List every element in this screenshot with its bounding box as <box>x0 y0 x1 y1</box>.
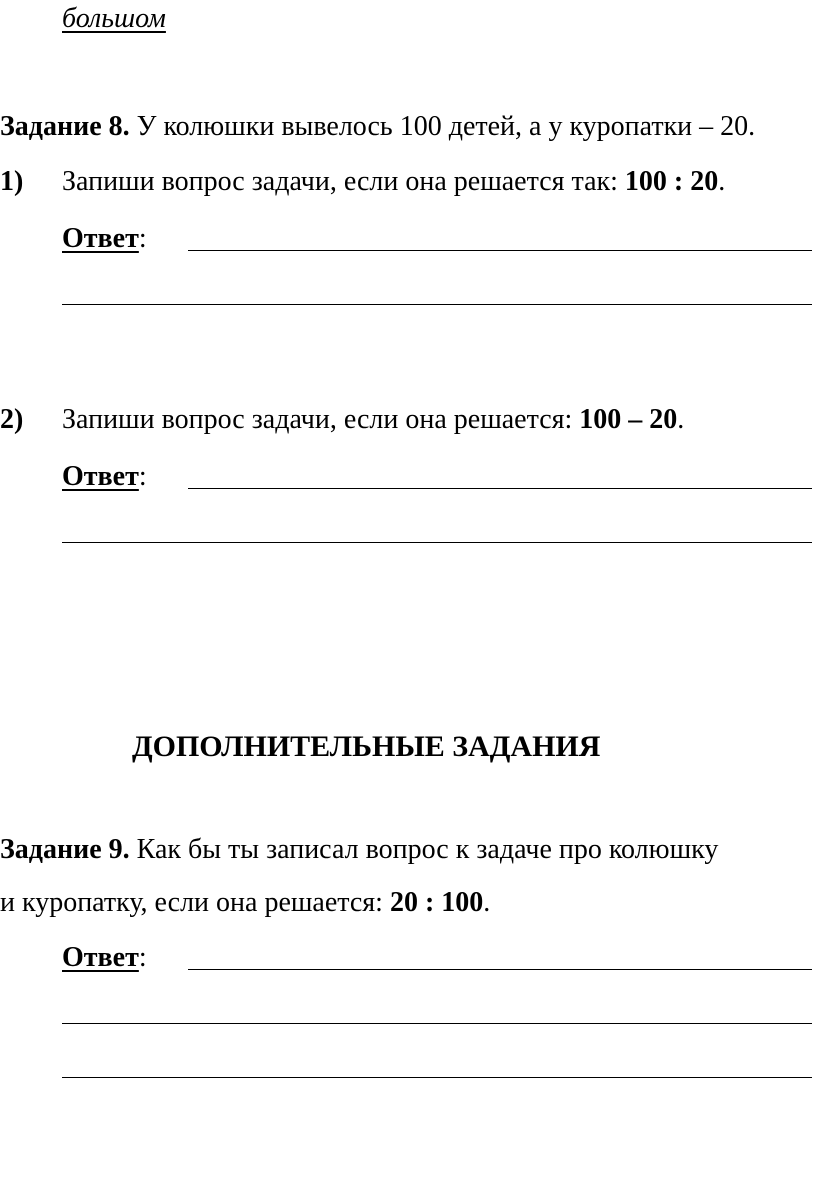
task8-text: У колюшки вывелось 100 детей, а у куропатки – 20. <box>129 111 756 142</box>
task9-answer-label <box>62 941 147 975</box>
q2-question <box>62 403 684 437</box>
q2-answer-line-1[interactable] <box>188 488 812 489</box>
answer-label: Ответ <box>62 461 139 492</box>
task9-answer-line-2[interactable] <box>62 1023 812 1024</box>
task8-label: Задание 8. <box>0 111 130 142</box>
q2-number: 2) <box>0 404 24 435</box>
q1-question <box>62 165 725 199</box>
task9-expression: 20 : 100 <box>389 887 484 918</box>
q2-expression: 100 – 20 <box>579 404 678 435</box>
q1-answer-label <box>62 222 147 256</box>
task9-label: Задание 9. <box>0 834 130 865</box>
answer-colon: : <box>138 942 147 973</box>
answer-colon: : <box>138 461 147 492</box>
q2-answer-label <box>62 460 147 494</box>
task9-line1: Как бы ты записал вопрос к задаче про колюшку <box>129 834 719 865</box>
q1-end: . <box>718 166 726 197</box>
intro-word: большом <box>62 3 166 34</box>
task9-answer-line-3[interactable] <box>62 1077 812 1078</box>
q1-number: 1) <box>0 166 24 197</box>
answer-label: Ответ <box>62 942 139 973</box>
q2-answer-line-2[interactable] <box>62 542 812 543</box>
q2-end: . <box>677 404 685 435</box>
task9-statement-line1 <box>0 833 718 867</box>
task8-statement <box>0 110 755 144</box>
q1-text: Запиши вопрос задачи, если она решается так: <box>62 166 625 197</box>
task9-end: . <box>483 887 491 918</box>
q2-text: Запиши вопрос задачи, если она решается: <box>62 404 580 435</box>
task9-answer-line-1[interactable] <box>188 969 812 970</box>
task9-line2: и куропатку, если она решается: <box>0 887 390 918</box>
section-title: ДОПОЛНИТЕЛЬНЫЕ ЗАДАНИЯ <box>132 730 601 763</box>
q1-answer-line-1[interactable] <box>188 250 812 251</box>
q1-answer-line-2[interactable] <box>62 304 812 305</box>
answer-colon: : <box>138 223 147 254</box>
task9-statement-line2 <box>0 886 490 920</box>
q1-expression: 100 : 20 <box>624 166 719 197</box>
answer-label: Ответ <box>62 223 139 254</box>
